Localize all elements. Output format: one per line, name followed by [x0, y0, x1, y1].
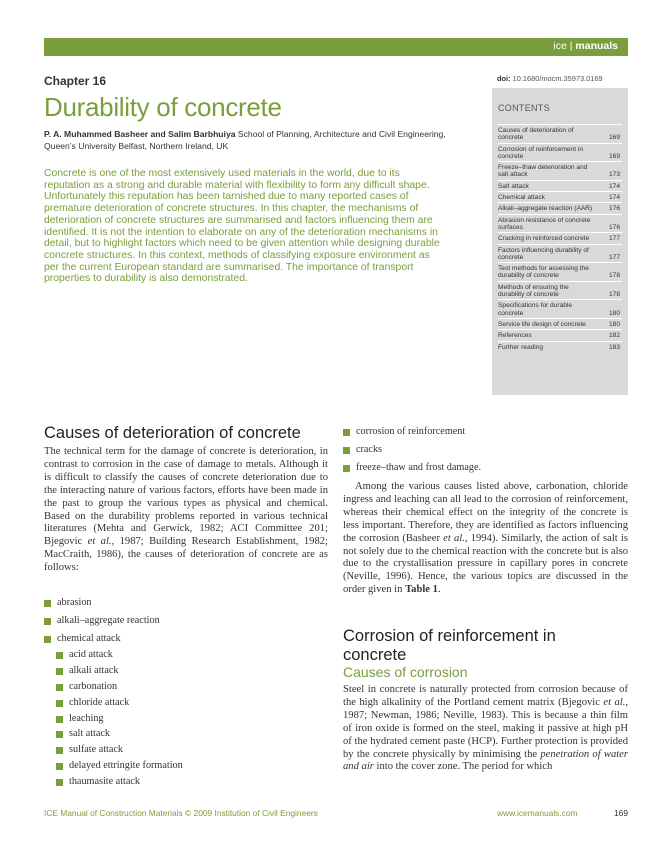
- contents-heading: CONTENTS: [498, 103, 550, 113]
- footer-url[interactable]: www.icemanuals.com: [497, 808, 578, 818]
- toc-item[interactable]: Methods of ensuring the durability of concrete 178: [498, 281, 622, 300]
- toc-item[interactable]: References 182: [498, 329, 622, 340]
- bullet-icon: [56, 763, 63, 770]
- table-reference-link[interactable]: Table 1: [405, 584, 438, 596]
- toc-item[interactable]: Factors influencing durability of concrete 177: [498, 244, 622, 263]
- bullet-icon: [44, 618, 51, 625]
- bullet-icon: [44, 600, 51, 607]
- bullet-icon: [56, 716, 63, 723]
- bullet-icon: [56, 684, 63, 691]
- brand-logo: ice | manuals: [553, 40, 618, 52]
- body-paragraph: The technical term for the damage of concrete is deterioration, in contrast to corrosion in the case of damage to metals. Although it is difficult to classify the causes of concrete deterioration due to the interacting nature of various factors, efforts have been made in the past to group the various types as physical and chemical. Based on the durability problems reported in various technical literatures (Mehta and Gerwick, 1982; ACI Committee 201; Bjegovic et al., 1987; Building Research Establishment, 1982; MacCraith, 1986), the causes of deterioration of concrete are as follows:: [44, 446, 328, 574]
- toc-item[interactable]: Causes of deterioration of concrete 169: [498, 124, 622, 143]
- subsection-heading: Causes of corrosion: [343, 664, 468, 680]
- toc-item[interactable]: Further reading 183: [498, 341, 622, 352]
- section-heading-corrosion: Corrosion of reinforcement in concrete: [343, 627, 556, 664]
- bullet-icon: [44, 636, 51, 643]
- bullet-icon: [343, 429, 350, 436]
- toc-item[interactable]: Specifications for durable concrete 180: [498, 299, 622, 318]
- toc-item[interactable]: Cracking in reinforced concrete 177: [498, 232, 622, 243]
- abstract: Concrete is one of the most extensively used materials in the world, due to its reputation as a strong and durable material with flexibility to form any difficult shape. Unfortunately this reputation has been tarnished due to many reported cases of premature deterioration of concrete structures. In this chapter, the mechanisms of deterioration of concrete structures are summarised and factors influencing them are identified. It is not the intention to elaborate on any of the deterioration mechanisms in detail, but to highlight factors which need to be given attention while designing durable concrete structures. In this context, methods of classifying exposure environment as per the current European standard are summarised. The importance of transport properties to durability is also demonstrated.: [44, 168, 440, 285]
- chapter-title: Durability of concrete: [44, 92, 282, 122]
- toc-item[interactable]: Salt attack 174: [498, 180, 622, 191]
- bullet-icon: [343, 465, 350, 472]
- toc-item[interactable]: Test methods for assessing the durability of concrete 178: [498, 262, 622, 281]
- toc-item[interactable]: Abrasion resistance of concrete surfaces 176: [498, 214, 622, 233]
- bullet-icon: [56, 668, 63, 675]
- contents-list: [498, 124, 622, 352]
- header-bar: [44, 38, 628, 56]
- page-number: 169: [614, 808, 628, 818]
- toc-item[interactable]: Corrosion of reinforcement in concrete 169: [498, 143, 622, 162]
- bullet-icon: [56, 700, 63, 707]
- bullet-icon: [343, 447, 350, 454]
- footer-copyright: ICE Manual of Construction Materials © 2009 Institution of Civil Engineers: [44, 808, 318, 818]
- bullet-icon: [56, 731, 63, 738]
- bullet-icon: [56, 652, 63, 659]
- section-heading-causes: Causes of deterioration of concrete: [44, 424, 301, 442]
- bullet-icon: [56, 747, 63, 754]
- body-paragraph: Among the various causes listed above, carbonation, chloride ingress and leaching can all lead to the corrosion of reinforcement, whereas their chemical effect on the integrity of the concrete is less important. Therefore, they are identified as factors influencing the corrosion (Basheer et al., 1994). Similarly, the action of salt is not solely due to the chemical reaction with the concrete but is also due to the crystallisation pressure in capillary pores in concrete (Neville, 1996). Hence, the various topics are discussed in the order given in Table 1.: [343, 481, 628, 596]
- chapter-number: Chapter 16: [44, 74, 107, 88]
- body-paragraph: Steel in concrete is naturally protected from corrosion because of the high alkalinity of the Portland cement matrix (Bjegovic et al., 1987; Newman, 1986; Neville, 1983). This is because a thin film of iron oxide is formed on the steel, making it passive at high pH of the hydrated cement paste (HCP). Further protection is provided by the concrete physically by minimising the penetration of water and air into the cover zone. The period for which: [343, 684, 629, 773]
- contents-panel: [492, 88, 628, 395]
- doi[interactable]: doi: 10.1680/mocm.35973.0169: [497, 74, 603, 83]
- toc-item[interactable]: Chemical attack 174: [498, 191, 622, 202]
- authors: P. A. Muhammed Basheer and Salim Barbhuiya School of Planning, Architecture and Civil Engineering, Queen’s University Belfast, Northern Ireland, UK: [44, 129, 446, 151]
- toc-item[interactable]: Freeze–thaw deterioration and salt attack 173: [498, 161, 622, 180]
- bullet-icon: [56, 779, 63, 786]
- toc-item[interactable]: Alkali–aggregate reaction (AAR) 176: [498, 202, 622, 213]
- toc-item[interactable]: Service life design of concrete 180: [498, 318, 622, 329]
